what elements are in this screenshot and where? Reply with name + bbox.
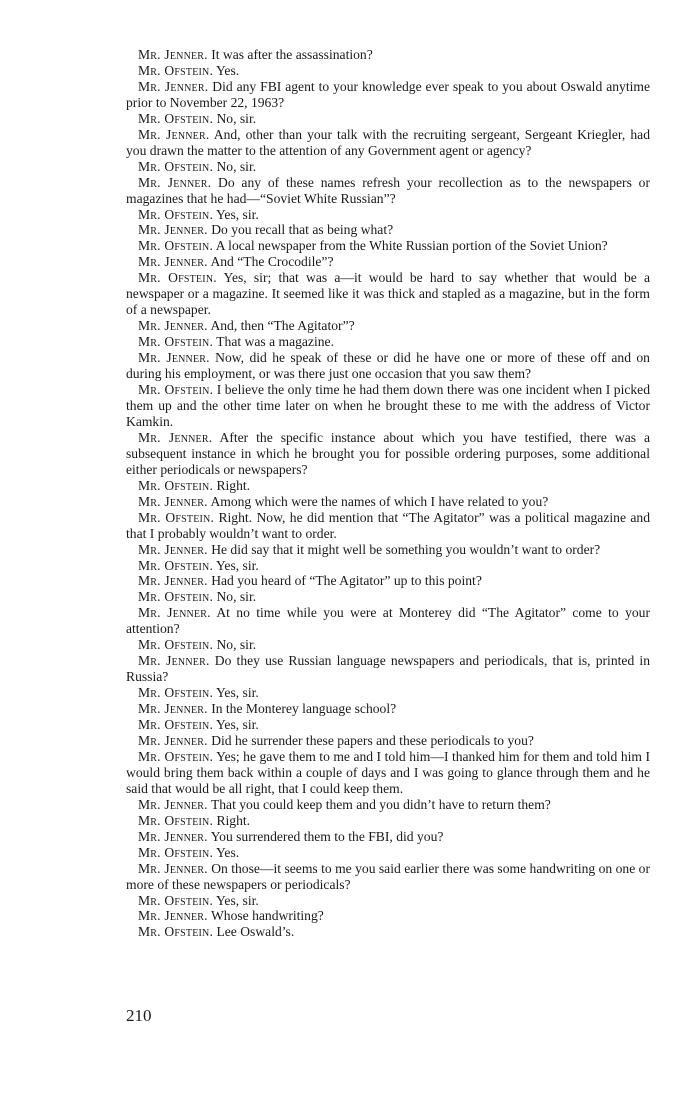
- speaker-name: Mr. Ofstein.: [138, 509, 215, 525]
- speaker-name: Mr. Jenner.: [138, 908, 208, 924]
- transcript-paragraph: [126, 254, 650, 270]
- transcript-paragraph: [126, 861, 650, 893]
- speech-text: It was after the assassination?: [211, 47, 373, 62]
- speaker-name: Mr. Jenner.: [138, 254, 208, 270]
- transcript-paragraph: [126, 813, 650, 829]
- speech-text: No, sir.: [216, 110, 257, 126]
- speech-text: He did say that it might well be something you wouldn’t want to order?: [211, 541, 601, 557]
- transcript-paragraph: [126, 238, 650, 254]
- transcript-paragraph: [126, 589, 650, 605]
- speaker-name: Mr. Jenner.: [138, 318, 208, 334]
- speaker-name: Mr. Ofstein.: [138, 892, 214, 908]
- speaker-name: Mr. Jenner.: [138, 541, 208, 557]
- transcript-paragraph: [126, 685, 650, 701]
- speaker-name: Mr. Ofstein.: [138, 637, 214, 653]
- transcript-paragraph: [126, 637, 650, 653]
- transcript-paragraph: [126, 318, 650, 334]
- speaker-name: Mr. Ofstein.: [138, 589, 214, 605]
- transcript-paragraph: [126, 717, 650, 733]
- transcript-paragraph: [126, 478, 650, 494]
- transcript-paragraph: [126, 111, 650, 127]
- transcript-paragraph: [126, 127, 650, 159]
- speech-text: Right. Now, he did mention that “The Agitator” was a political magazine and that I probably wouldn’t want to order.: [126, 509, 650, 541]
- speaker-name: Mr. Ofstein.: [138, 62, 214, 78]
- transcript-body: [126, 47, 650, 940]
- speaker-name: Mr. Jenner.: [138, 653, 210, 669]
- transcript-paragraph: [126, 159, 650, 175]
- speech-text: You surrendered them to the FBI, did you?: [210, 828, 444, 844]
- speaker-name: Mr. Jenner.: [138, 350, 210, 366]
- speech-text: A local newspaper from the White Russian portion of the Soviet Union?: [215, 238, 608, 254]
- speech-text: Did he surrender these papers and these periodicals to you?: [211, 732, 534, 748]
- speaker-name: Mr. Jenner.: [138, 493, 208, 509]
- transcript-paragraph: [126, 797, 650, 813]
- speech-text: That was a magazine.: [216, 334, 334, 350]
- speaker-name: Mr. Ofstein.: [138, 238, 214, 254]
- transcript-paragraph: [126, 334, 650, 350]
- page-number: 210: [126, 1006, 152, 1025]
- transcript-paragraph: [126, 701, 650, 717]
- speech-text: That you could keep them and you didn’t have to return them?: [210, 796, 551, 812]
- speaker-name: Mr. Ofstein.: [138, 844, 214, 860]
- speaker-name: Mr. Jenner.: [138, 126, 210, 142]
- transcript-paragraph: [126, 845, 650, 861]
- speech-text: Do they use Russian language newspapers and periodicals, that is, printed in Russia?: [126, 653, 650, 685]
- speech-text: Yes; he gave them to me and I told him—I thanked him for them and told him I would bring them back within a couple of days and I was going to glance through them and he said that would be all right, that I could keep them.: [126, 748, 650, 796]
- transcript-paragraph: [126, 222, 650, 238]
- speech-text: No, sir.: [216, 589, 257, 605]
- speech-text: No, sir.: [216, 637, 257, 653]
- speaker-name: Mr. Jenner.: [138, 174, 212, 190]
- transcript-paragraph: [126, 207, 650, 223]
- transcript-paragraph: [126, 79, 650, 111]
- speech-text: Did any FBI agent to your knowledge ever speak to you about Oswald anytime prior to November 22, 1963?: [126, 78, 650, 110]
- speaker-name: Mr. Ofstein.: [138, 924, 214, 940]
- transcript-paragraph: [126, 63, 650, 79]
- speech-text: Yes.: [215, 844, 240, 860]
- speaker-name: Mr. Jenner.: [138, 828, 208, 844]
- speech-text: And, then “The Agitator”?: [210, 318, 355, 334]
- transcript-paragraph: [126, 494, 650, 510]
- speaker-name: Mr. Jenner.: [138, 732, 208, 748]
- transcript-paragraph: [126, 542, 650, 558]
- transcript-paragraph: [126, 350, 650, 382]
- speech-text: Yes, sir.: [215, 557, 259, 573]
- speech-text: Right.: [216, 477, 251, 493]
- speaker-name: Mr. Ofstein.: [138, 748, 214, 764]
- speaker-name: Mr. Jenner.: [138, 78, 209, 94]
- speech-text: Yes, sir.: [215, 206, 259, 222]
- speech-text: Do any of these names refresh your recollection as to the newspapers or magazines that he had—“Soviet White Russian”?: [126, 174, 650, 206]
- transcript-paragraph: [126, 653, 650, 685]
- speech-text: After the specific instance about which you have testified, there was a subsequent instance in which he brought you for possible ordering purposes, some additional either periodicals or newspapers?: [126, 429, 650, 477]
- transcript-paragraph: [126, 510, 650, 542]
- transcript-paragraph: [126, 47, 650, 63]
- speaker-name: Mr. Ofstein.: [138, 557, 214, 573]
- transcript-paragraph: [126, 893, 650, 909]
- transcript-paragraph: [126, 558, 650, 574]
- speech-text: Now, did he speak of these or did he have one or more of these off and on during his employment, or was there just one occasion that you saw them?: [126, 350, 650, 382]
- speech-text: And, other than your talk with the recruiting sergeant, Sergeant Kriegler, had you drawn the matter to the attention of any Government agent or agency?: [126, 126, 650, 158]
- speaker-name: Mr. Ofstein.: [138, 158, 214, 174]
- speech-text: Whose handwriting?: [210, 908, 324, 924]
- transcript-paragraph: [126, 908, 650, 924]
- speaker-name: Mr. Ofstein.: [138, 477, 214, 493]
- speech-text: At no time while you were at Monterey did “The Agitator” come to your attention?: [126, 605, 650, 637]
- speaker-name: Mr. Ofstein.: [138, 717, 214, 733]
- speech-text: Yes.: [215, 62, 240, 78]
- speech-text: Lee Oswald’s.: [216, 924, 295, 940]
- speaker-name: Mr. Ofstein.: [138, 206, 214, 222]
- speech-text: Among which were the names of which I have related to you?: [210, 493, 549, 509]
- speech-text: On those—it seems to me you said earlier there was some handwriting on one or more of these newspapers or periodicals?: [126, 860, 650, 892]
- speaker-name: Mr. Ofstein.: [138, 382, 214, 398]
- speech-text: Do you recall that as being what?: [211, 222, 394, 238]
- speech-text: Yes, sir.: [215, 685, 259, 701]
- speech-text: I believe the only time he had them down there was one incident when I picked them up and the other time later on when he brought these to me with the address of Victor Kamkin.: [126, 382, 651, 429]
- transcript-paragraph: [126, 382, 650, 430]
- speaker-name: Mr. Ofstein.: [138, 270, 217, 286]
- transcript-paragraph: [126, 829, 650, 845]
- speaker-name: Mr. Jenner.: [138, 796, 208, 812]
- speech-text: Yes, sir.: [215, 892, 259, 908]
- speech-text: No, sir.: [216, 158, 257, 174]
- speaker-name: Mr. Jenner.: [138, 573, 208, 589]
- transcript-paragraph: [126, 430, 650, 478]
- speaker-name: Mr. Jenner.: [138, 429, 213, 445]
- speaker-name: Mr. Ofstein.: [138, 685, 214, 701]
- speech-text: Right.: [216, 812, 251, 828]
- speaker-name: Mr. Jenner.: [138, 860, 208, 876]
- speaker-name: Mr. Jenner.: [138, 222, 208, 238]
- speaker-name: Mr. Jenner.: [138, 605, 211, 621]
- speaker-name: Mr. Ofstein.: [138, 334, 214, 350]
- transcript-paragraph: [126, 605, 650, 637]
- speech-text: Yes, sir.: [215, 717, 259, 733]
- speaker-name: Mr. Jenner.: [138, 47, 208, 62]
- speech-text: And “The Crocodile”?: [210, 254, 334, 270]
- speech-text: Had you heard of “The Agitator” up to this point?: [211, 573, 482, 589]
- speaker-name: Mr. Jenner.: [138, 701, 208, 717]
- transcript-paragraph: [126, 749, 650, 797]
- transcript-paragraph: [126, 733, 650, 749]
- speaker-name: Mr. Ofstein.: [138, 110, 214, 126]
- transcript-paragraph: [126, 270, 650, 318]
- speech-text: Yes, sir; that was a—it would be hard to say whether that would be a newspaper or a magazine. It seemed like it was thick and stapled as a magazine, but in the form of a newspaper.: [126, 270, 650, 318]
- speaker-name: Mr. Ofstein.: [138, 812, 214, 828]
- speech-text: In the Monterey language school?: [211, 701, 397, 717]
- transcript-paragraph: [126, 175, 650, 207]
- transcript-paragraph: [126, 924, 650, 940]
- transcript-paragraph: [126, 573, 650, 589]
